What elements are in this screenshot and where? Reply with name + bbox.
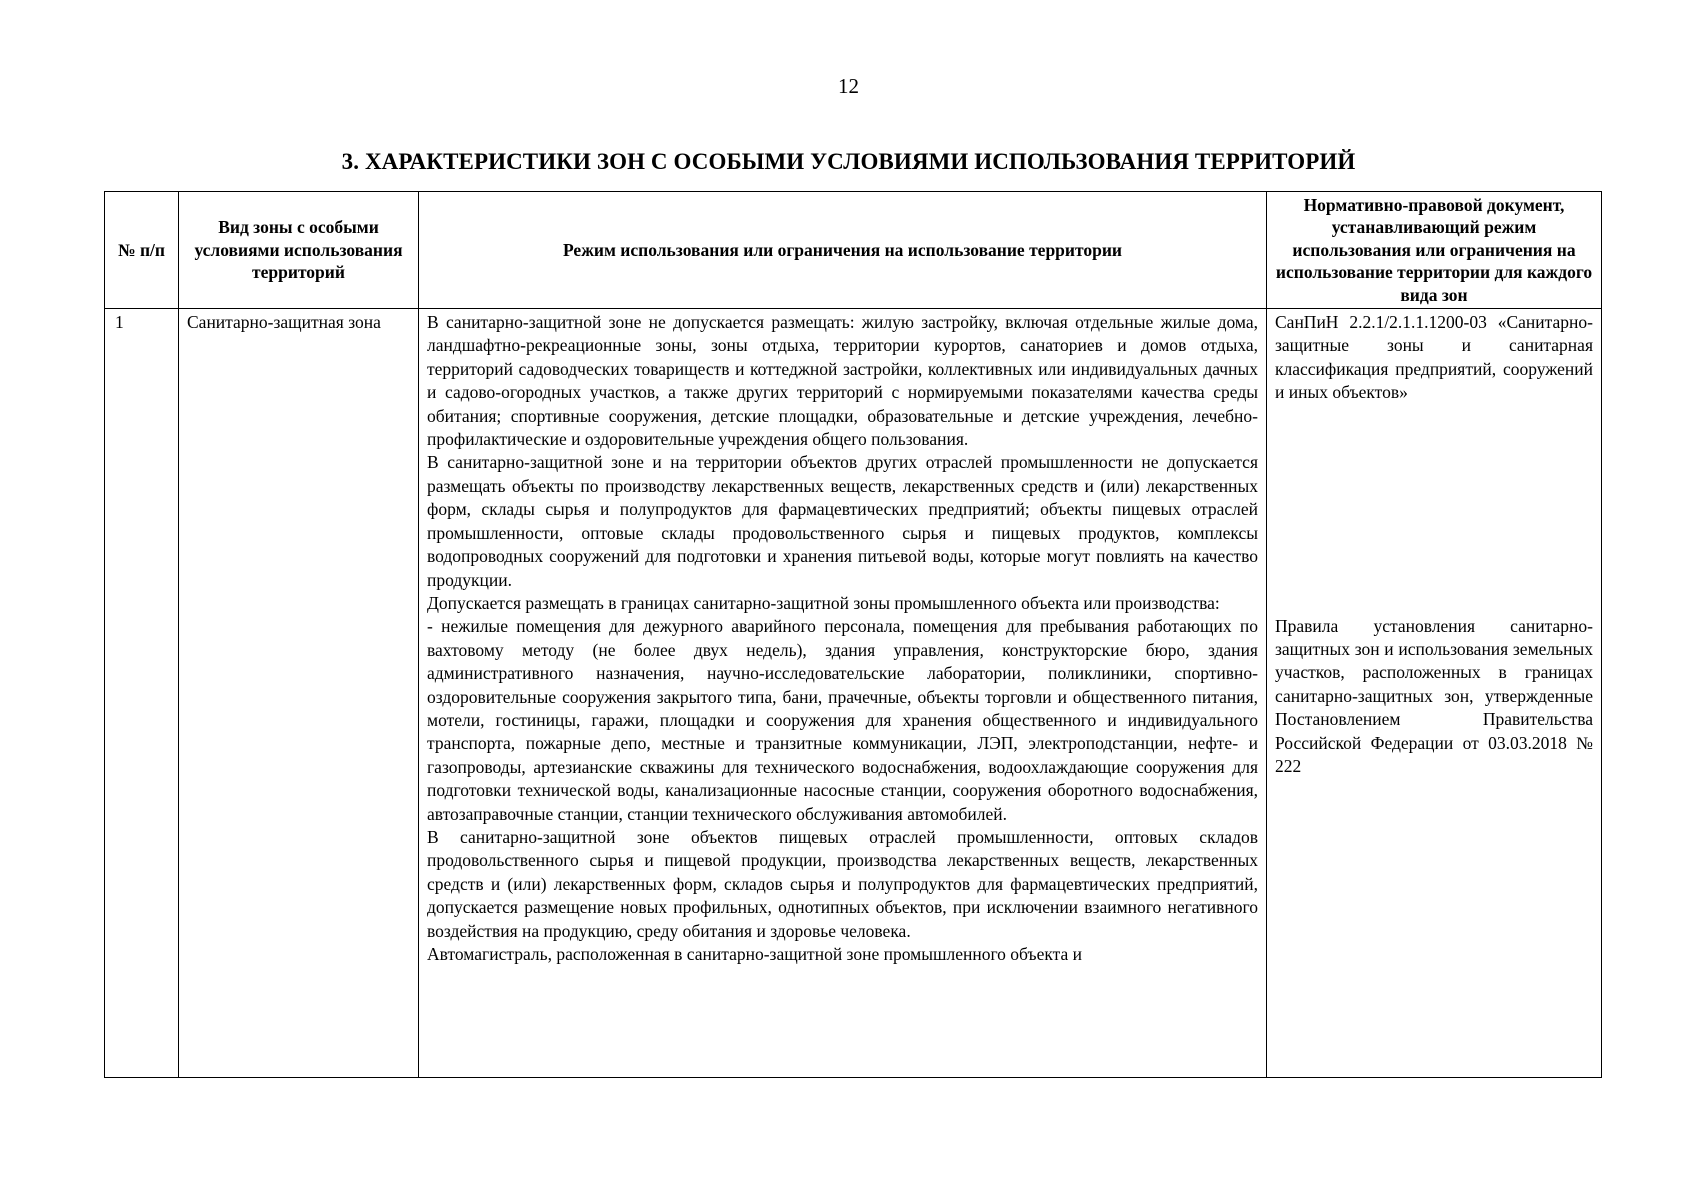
page-number: 12 [838, 74, 859, 98]
regime-paragraph: Допускается размещать в границах санитарно-защитной зоны промышленного объекта или производства: [427, 592, 1220, 613]
regime-paragraph: Автомагистраль, расположенная в санитарно-защитной зоне промышленного объекта и [427, 944, 1082, 964]
header-document: Нормативно-правовой документ, устанавливающий режим использования или ограничения на использование территории для каждого вида зон [1267, 192, 1602, 309]
header-regime: Режим использования или ограничения на использование территории [419, 192, 1267, 309]
zones-table [104, 191, 1602, 1078]
regime-paragraph: В санитарно-защитной зоне и на территории объектов других отраслей промышленности не допускается размещать объекты по производству лекарственных веществ, лекарственных средств и (или) лекарственных форм, склады сырья и полупродуктов для фармацевтических предприятий; объекты пищевых отраслей промышленности, оптовые склады продовольственного сырья и пищевых продуктов, комплексы водопроводных сооружений для подготовки и хранения питьевой воды, которые могут повлиять на качество продукции. [427, 452, 1258, 590]
table-row [105, 309, 1602, 1078]
row-num: 1 [115, 312, 124, 333]
regime-paragraph: В санитарно-защитной зоне объектов пищевых отраслей промышленности, оптовых складов продовольственного сырья и пищевой продукции, производства лекарственных веществ, лекарственных средств и (или) лекарственных форм, складов сырья и полупродуктов для фармацевтических предприятий, допускается размещение новых профильных, однотипных объектов, при исключении взаимного негативного воздействия на продукцию, среду обитания и здоровье человека. [427, 826, 1258, 941]
zone-type: Санитарно-защитная зона [187, 312, 381, 333]
document-spacer [1275, 405, 1593, 615]
header-num: № п/п [105, 192, 179, 309]
document-rules: Правила установления санитарно-защитных зон и использования земельных участков, расположенных в границах санитарно-защитных зон, утвержденные Постановлением Правительства Российской Федерации от 03.03.2018 № 222 [1275, 615, 1593, 777]
regime-paragraph: В санитарно-защитной зоне не допускается размещать: жилую застройку, включая отдельные жилые дома, ландшафтно-рекреационные зоны, зоны отдыха, территории курортов, санаториев и домов отдыха, территорий садоводческих товариществ и коттеджной застройки, коллективных или индивидуальных дачных и садово-огородных участков, а также других территорий с нормируемыми показателями качества среды обитания; спортивные сооружения, детские площадки, образовательные и детские учреждения, лечебно-профилактические и оздоровительные учреждения общего пользования. [427, 312, 1258, 450]
document-sanpin: СанПиН 2.2.1/2.1.1.1200-03 «Санитарно-защитные зоны и санитарная классификация предприятий, сооружений и иных объектов» [1275, 312, 1593, 403]
header-zone-type: Вид зоны с особыми условиями использования территорий [179, 192, 419, 309]
section-title: 3. ХАРАКТЕРИСТИКИ ЗОН С ОСОБЫМИ УСЛОВИЯМИ ИСПОЛЬЗОВАНИЯ ТЕРРИТОРИЙ [341, 149, 1356, 174]
row-num-cell [105, 309, 179, 1078]
zone-type-cell [179, 309, 419, 1078]
regime-cell [419, 309, 1267, 1078]
regime-paragraph: - нежилые помещения для дежурного аварийного персонала, помещения для пребывания работающих по вахтовому методу (не более двух недель), здания управления, конструкторские бюро, здания административного назначения, научно-исследовательские лаборатории, поликлиники, спортивно-оздоровительные сооружения закрытого типа, бани, прачечные, объекты торговли и общественного питания, мотели, гостиницы, гаражи, площадки и сооружения для хранения общественного и индивидуального транспорта, пожарные депо, местные и транзитные коммуникации, ЛЭП, электроподстанции, нефте- и газопроводы, артезианские скважины для технического водоснабжения, водоохлаждающие сооружения для подготовки технической воды, канализационные насосные станции, сооружения оборотного водоснабжения, автозаправочные станции, станции технического обслуживания автомобилей. [427, 616, 1258, 824]
table-header-row [105, 192, 1602, 309]
document-cell [1267, 309, 1602, 1078]
